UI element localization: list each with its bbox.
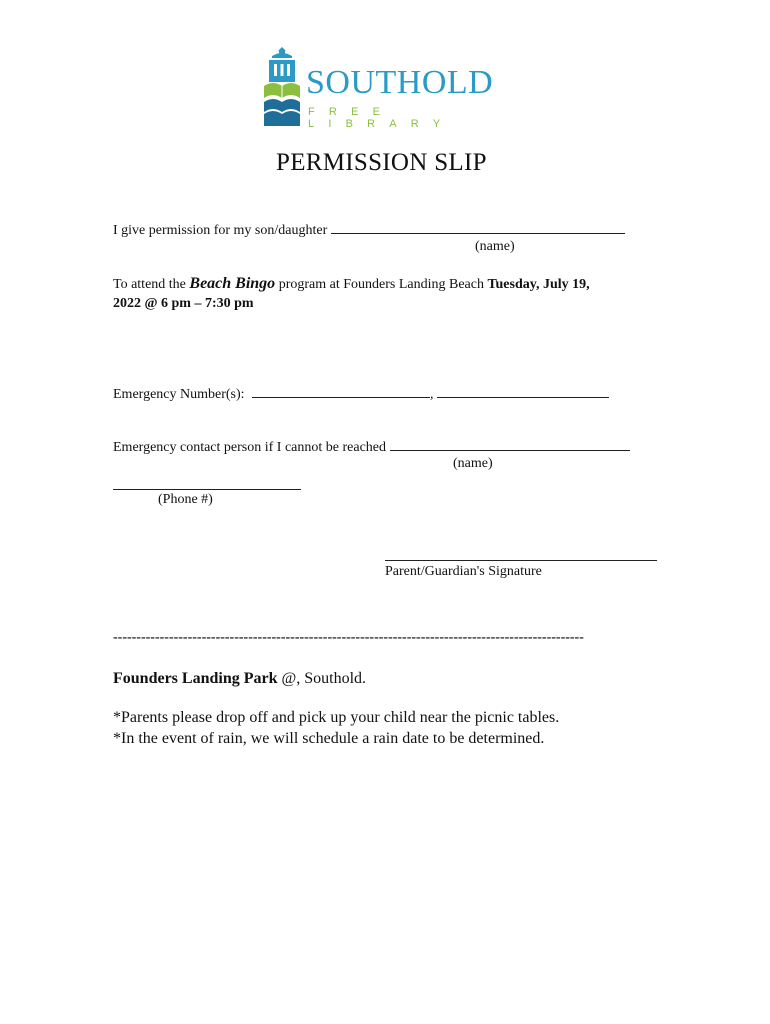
logo-wordmark: SOUTHOLD bbox=[306, 64, 494, 101]
attend-line-2 bbox=[113, 296, 254, 312]
emergency-number-2-field[interactable] bbox=[437, 385, 609, 398]
permission-line bbox=[113, 221, 625, 239]
signature-field[interactable] bbox=[385, 548, 657, 561]
event-time: 2022 @ 6 pm – 7:30 pm bbox=[113, 296, 254, 311]
emergency-contact-name-label: (name) bbox=[453, 456, 493, 471]
location-rest: @, Southold. bbox=[277, 670, 367, 687]
signature-label: Parent/Guardian's Signature bbox=[385, 564, 542, 579]
note-rain: *In the event of rain, we will schedule a rain date to be determined. bbox=[113, 730, 545, 747]
library-logo bbox=[262, 46, 512, 128]
note-dropoff: *Parents please drop off and pick up your child near the picnic tables. bbox=[113, 709, 560, 726]
event-date: Tuesday, July 19, bbox=[487, 277, 590, 292]
emergency-numbers-label: Emergency Number(s): bbox=[113, 387, 245, 402]
divider-line: ----------------------------------------------------------------------------------------------------- bbox=[113, 630, 584, 645]
emergency-contact-name-field[interactable] bbox=[390, 438, 630, 451]
emergency-contact-label: Emergency contact person if I cannot be reached bbox=[113, 440, 386, 455]
location-line bbox=[113, 670, 366, 688]
child-name-field[interactable] bbox=[331, 221, 625, 234]
child-name-label: (name) bbox=[475, 239, 515, 254]
emergency-contact-line bbox=[113, 438, 630, 456]
attend-middle: program at Founders Landing Beach bbox=[278, 277, 484, 292]
logo-subtitle: FREE LIBRARY bbox=[308, 106, 455, 130]
permission-text: I give permission for my son/daughter bbox=[113, 223, 328, 238]
attend-prefix: To attend the bbox=[113, 277, 186, 292]
attend-line-1 bbox=[113, 275, 590, 293]
number-separator: , bbox=[430, 387, 434, 402]
program-name: Beach Bingo bbox=[189, 275, 276, 292]
phone-label: (Phone #) bbox=[158, 492, 213, 507]
page-title: PERMISSION SLIP bbox=[276, 149, 487, 176]
emergency-phone-field[interactable] bbox=[113, 477, 301, 490]
emergency-number-1-field[interactable] bbox=[252, 385, 430, 398]
emergency-numbers-line bbox=[113, 385, 609, 403]
lighthouse-book-icon bbox=[262, 46, 302, 128]
location-name: Founders Landing Park bbox=[113, 670, 278, 687]
